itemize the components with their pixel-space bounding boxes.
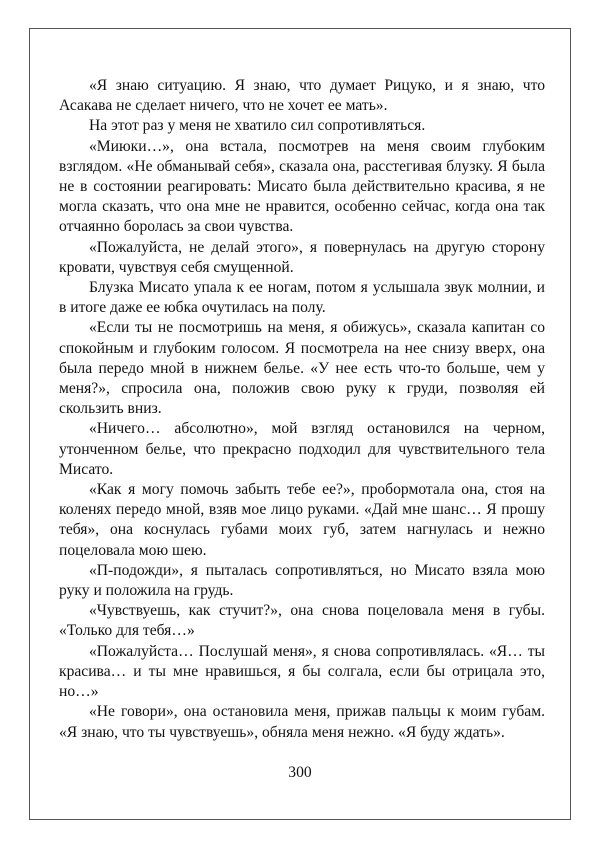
paragraph: «Я знаю ситуацию. Я знаю, что думает Рицуко, и я знаю, что Асакава не сделает ничего, что не хочет ее мать». (59, 77, 545, 115)
paragraph: «Как я могу помочь забыть тебе ее?», пробормотала она, стоя на коленях передо мной, взяв мое лицо руками. «Дай мне шанс… Я прошу тебя», она коснулась губами моих губ, затем нагнулась и нежно поцеловала мою шею. (59, 481, 545, 559)
paragraph: «Пожалуйста… Послушай меня», я снова сопротивлялась. «Я… ты красива… и ты мне нравишься, я бы солгала, если бы отрицала это, но…» (59, 642, 545, 701)
paragraph: «Пожалуйста, не делай этого», я повернулась на другую сторону кровати, чувствуя себя смущенной. (59, 238, 545, 276)
paragraph: «Чувствуешь, как стучит?», она снова поцеловала меня в губы. «Только для тебя…» (59, 602, 545, 640)
paragraph: «П-подожди», я пыталась сопротивляться, но Мисато взяла мою руку и положила на грудь. (59, 561, 545, 600)
paragraph: Блузка Мисато упала к ее ногам, потом я услышала звук молнии, и в итоге даже ее юбка очутилась на полу. (59, 279, 545, 317)
paragraph: «Миюки…», она встала, посмотрев на меня своим глубоким взглядом. «Не обманывай себя», сказала она, расстегивая блузку. Я была не в состоянии реагировать: Мисато была действительно красива, я не могла сказать, что она мне не нравится, особенно сейчас, когда она так отчаянно боролась за свои чувства. (59, 137, 545, 236)
paragraph: «Ничего… абсолютно», мой взгляд остановился на черном, утонченном белье, что прекрасно подходил для чувствительного тела Мисато. (59, 420, 545, 478)
paragraph: «Если ты не посмотришь на меня, я обижусь», сказала капитан со спокойным и глубоким голосом. Я посмотрела на нее снизу вверх, она была передо мной в нижнем белье. «У нее есть что-то больше, чем у меня?», спросила она, положив свою руку к груди, позволяя ей скользить вниз. (59, 319, 545, 418)
body-text (59, 76, 545, 743)
paragraph: «Не говори», она остановила меня, прижав пальцы к моим губам. «Я знаю, что ты чувствуешь», обняла меня нежно. «Я буду ждать». (59, 703, 545, 741)
paragraph: На этот раз у меня не хватило сил сопротивляться. (89, 117, 426, 135)
page-number: 300 (288, 764, 312, 781)
